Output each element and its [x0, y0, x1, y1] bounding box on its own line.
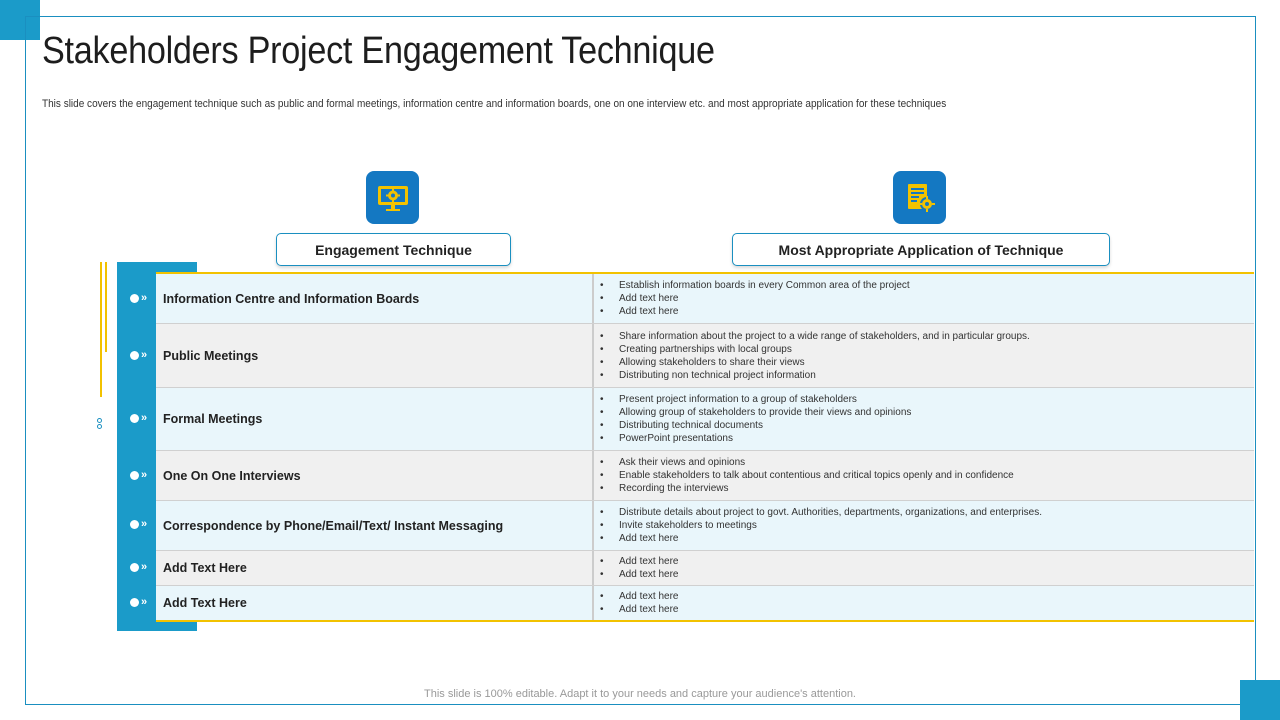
list-item: • Add text here — [600, 604, 679, 615]
table-row — [156, 586, 1254, 620]
list-item: • PowerPoint presentations — [600, 433, 733, 444]
table-row — [156, 324, 1254, 388]
application-cell — [594, 586, 1254, 620]
technique-label: Information Centre and Information Boards — [156, 274, 594, 323]
decorative-dots — [97, 418, 105, 430]
application-cell — [594, 388, 1254, 450]
technique-label: One On One Interviews — [156, 451, 594, 500]
list-item: • Add text here — [600, 591, 679, 602]
list-item: • Add text here — [600, 306, 679, 317]
table-row — [156, 501, 1254, 551]
table-row — [156, 451, 1254, 501]
list-item: • Distributing technical documents — [600, 420, 763, 431]
list-item: • Recording the interviews — [600, 483, 729, 494]
list-item: • Present project information to a group of stakeholders — [600, 394, 857, 405]
row-bullet-icon: » — [130, 518, 156, 530]
technique-label: Add Text Here — [156, 551, 594, 585]
list-item: • Invite stakeholders to meetings — [600, 520, 757, 531]
list-item: • Creating partnerships with local groups — [600, 343, 792, 355]
page-title: Stakeholders Project Engagement Technique — [42, 30, 715, 72]
row-bullet-icon: » — [130, 596, 156, 608]
application-cell — [594, 324, 1254, 387]
technique-label: Formal Meetings — [156, 388, 594, 450]
list-item: • Establish information boards in every Common area of the project — [600, 280, 910, 291]
list-item: • Share information about the project to a wide range of stakeholders, and in particular groups. — [600, 330, 1030, 342]
row-bullet-icon: » — [130, 292, 156, 304]
list-item: • Allowing group of stakeholders to provide their views and opinions — [600, 407, 912, 418]
list-item: • Add text here — [600, 569, 679, 580]
application-cell — [594, 551, 1254, 585]
list-item: • Ask their views and opinions — [600, 457, 746, 468]
corner-accent-bottom-right — [1240, 680, 1280, 720]
list-item: • Distribute details about project to govt. Authorities, departments, organizations, and enterprises. — [600, 507, 1043, 518]
list-item: • Enable stakeholders to talk about contentious and critical topics openly and in confidence — [600, 470, 1014, 481]
list-item: • Distributing non technical project information — [600, 369, 816, 381]
footer-note: This slide is 100% editable. Adapt it to your needs and capture your audience's attention. — [424, 688, 856, 700]
row-bullet-icon: » — [130, 412, 156, 424]
decorative-line — [105, 262, 107, 352]
technique-label: Public Meetings — [156, 324, 594, 387]
technique-label: Correspondence by Phone/Email/Text/ Instant Messaging — [156, 501, 594, 550]
table-row — [156, 551, 1254, 586]
row-bullet-icon: » — [130, 469, 156, 481]
list-item: • Add text here — [600, 533, 679, 544]
row-bullet-icon: » — [130, 561, 156, 573]
application-cell — [594, 451, 1254, 500]
list-item: • Add text here — [600, 293, 679, 304]
list-item: • Allowing stakeholders to share their views — [600, 356, 805, 368]
decorative-line — [100, 262, 102, 397]
table-row — [156, 274, 1254, 324]
list-item: • Add text here — [600, 556, 679, 567]
technique-label: Add Text Here — [156, 586, 594, 620]
engagement-table — [156, 272, 1254, 622]
header-engagement-technique: Engagement Technique — [276, 233, 511, 266]
application-cell — [594, 274, 1254, 323]
table-row — [156, 388, 1254, 451]
application-cell — [594, 501, 1254, 550]
page-subtitle: This slide covers the engagement technique such as public and formal meetings, information centre and information boards, one on one interview etc. and most appropriate application for these techniques — [42, 98, 947, 110]
monitor-gear-icon — [366, 171, 419, 224]
document-gear-icon — [893, 171, 946, 224]
header-most-appropriate-application: Most Appropriate Application of Technique — [732, 233, 1110, 266]
row-bullet-icon: » — [130, 349, 156, 361]
